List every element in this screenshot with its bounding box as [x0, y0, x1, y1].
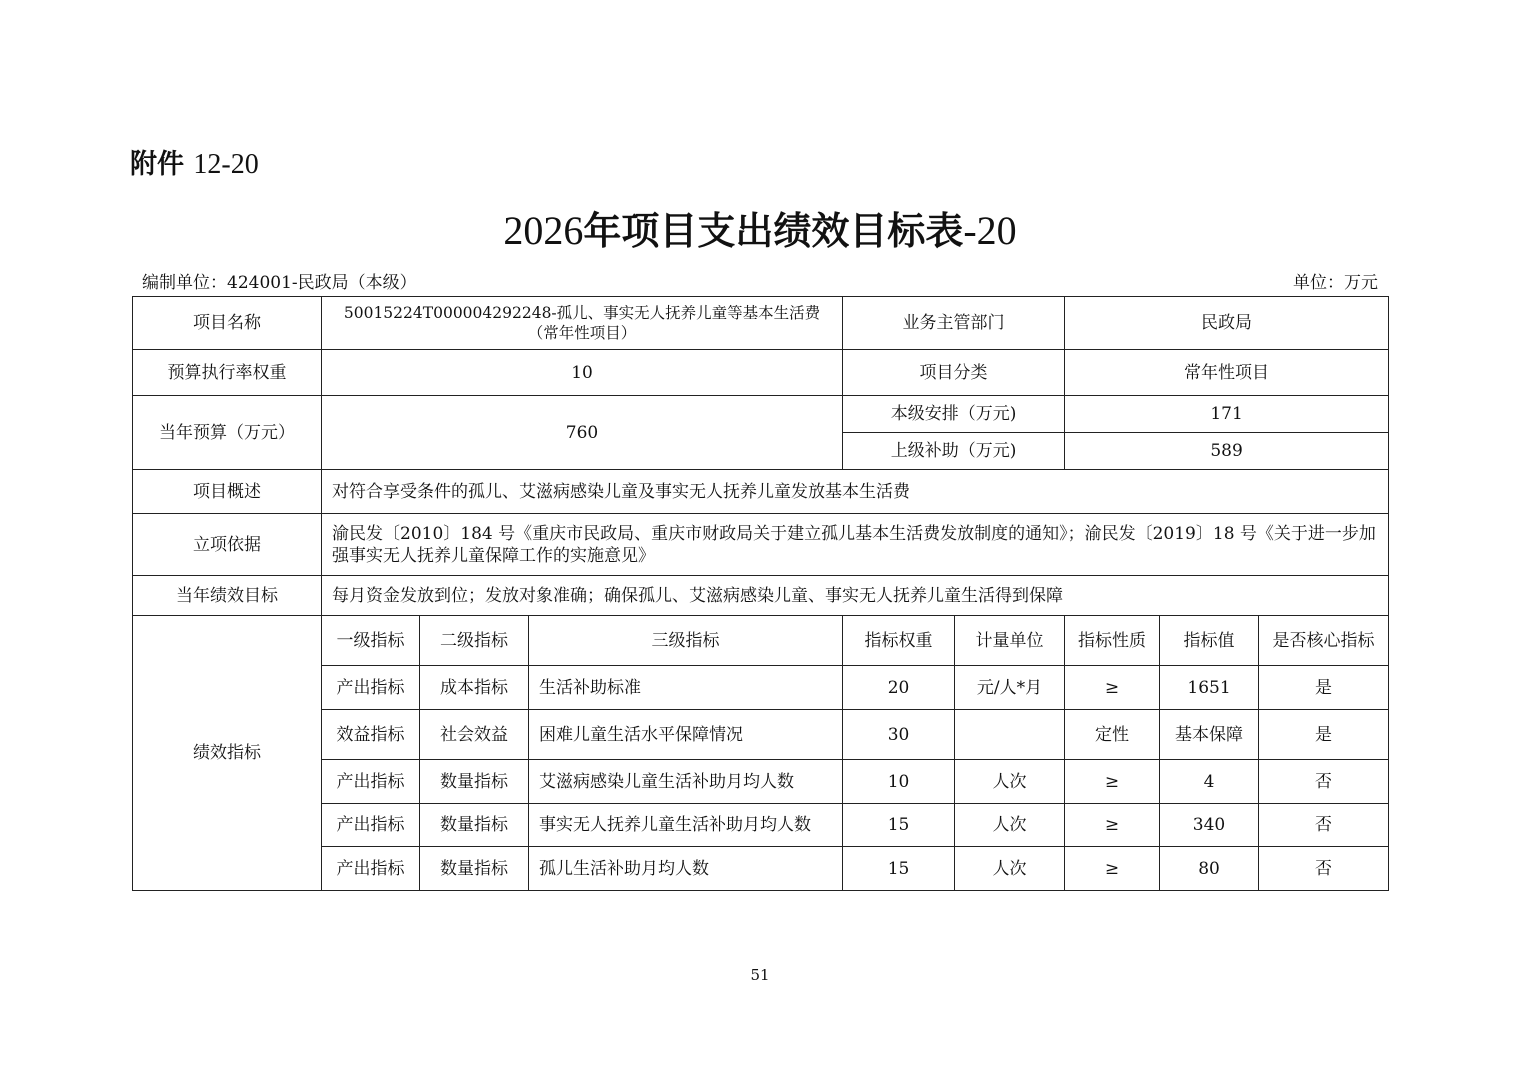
- row-nature: 定性: [1065, 710, 1160, 760]
- row-unit: 人次: [955, 847, 1065, 891]
- row-level1: 产出指标: [322, 760, 420, 804]
- goal-label: 当年绩效目标: [133, 576, 322, 616]
- row-level2: 数量指标: [420, 804, 529, 847]
- indicators-section-label: 绩效指标: [133, 616, 322, 891]
- budget-value: 760: [322, 396, 843, 470]
- row-core: 是: [1259, 710, 1389, 760]
- row-unit: 元/人*月: [955, 666, 1065, 710]
- header-core: 是否核心指标: [1259, 616, 1389, 666]
- row-weight: 10: [843, 760, 955, 804]
- row-value: 340: [1160, 804, 1259, 847]
- upper-value: 589: [1065, 433, 1389, 470]
- project-name-line2: （常年性项目）: [527, 324, 637, 342]
- row-level2: 社会效益: [420, 710, 529, 760]
- row-level3: 生活补助标准: [529, 666, 843, 710]
- compiling-unit: 编制单位：424001-民政局（本级）: [142, 273, 417, 293]
- own-value: 171: [1065, 396, 1389, 433]
- row-weight: 15: [843, 847, 955, 891]
- header-level3: 三级指标: [529, 616, 843, 666]
- row-level3: 孤儿生活补助月均人数: [529, 847, 843, 891]
- basis-value: 渝民发〔2010〕184 号《重庆市民政局、重庆市财政局关于建立孤儿基本生活费发放制度的通知》；渝民发〔2019〕18 号《关于进一步加强事实无人抚养儿童保障工作的实施意见》: [322, 514, 1389, 576]
- header-value: 指标值: [1160, 616, 1259, 666]
- row-level2: 数量指标: [420, 847, 529, 891]
- indicator-row: [133, 760, 1389, 804]
- basis-label: 立项依据: [133, 514, 322, 576]
- header-nature: 指标性质: [1065, 616, 1160, 666]
- page-number: 51: [750, 966, 770, 984]
- currency-unit: 单位：万元: [1293, 273, 1378, 293]
- row-weight: 20: [843, 666, 955, 710]
- row-core: 否: [1259, 847, 1389, 891]
- row-core: 是: [1259, 666, 1389, 710]
- weight-value: 10: [322, 350, 843, 396]
- project-name-value: [322, 297, 843, 350]
- dept-label: 业务主管部门: [843, 297, 1065, 350]
- header-weight: 指标权重: [843, 616, 955, 666]
- attachment-number: 12-20: [193, 149, 259, 180]
- row-nature: ≥: [1065, 666, 1160, 710]
- project-name-label: 项目名称: [133, 297, 322, 350]
- indicator-row: [133, 666, 1389, 710]
- page-title: [0, 200, 1520, 255]
- row-level1: 产出指标: [322, 804, 420, 847]
- row-unit: [955, 710, 1065, 760]
- row-level2: 数量指标: [420, 760, 529, 804]
- row-weight: 30: [843, 710, 955, 760]
- row-weight: 15: [843, 804, 955, 847]
- own-label: 本级安排（万元): [843, 396, 1065, 433]
- category-value: 常年性项目: [1065, 350, 1389, 396]
- project-name-line1: 50015224T000004292248-孤儿、事实无人抚养儿童等基本生活费: [343, 304, 821, 322]
- row-core: 否: [1259, 760, 1389, 804]
- title-suffix: -20: [963, 208, 1017, 253]
- attachment-label: [130, 142, 259, 181]
- overview-label: 项目概述: [133, 470, 322, 514]
- row-nature: ≥: [1065, 847, 1160, 891]
- attachment-text: 附件: [130, 149, 184, 180]
- row-value: 80: [1160, 847, 1259, 891]
- header-level1: 一级指标: [322, 616, 420, 666]
- category-label: 项目分类: [843, 350, 1065, 396]
- row-value: 基本保障: [1160, 710, 1259, 760]
- row-level3: 艾滋病感染儿童生活补助月均人数: [529, 760, 843, 804]
- title-year: 2026: [503, 208, 584, 253]
- row-level1: 产出指标: [322, 666, 420, 710]
- row-level3: 困难儿童生活水平保障情况: [529, 710, 843, 760]
- header-unit: 计量单位: [955, 616, 1065, 666]
- row-value: 4: [1160, 760, 1259, 804]
- row-core: 否: [1259, 804, 1389, 847]
- row-nature: ≥: [1065, 760, 1160, 804]
- row-unit: 人次: [955, 804, 1065, 847]
- goal-value: 每月资金发放到位；发放对象准确；确保孤儿、艾滋病感染儿童、事实无人抚养儿童生活得到保障: [322, 576, 1389, 616]
- header-level2: 二级指标: [420, 616, 529, 666]
- indicator-row: [133, 804, 1389, 847]
- row-unit: 人次: [955, 760, 1065, 804]
- row-level1: 产出指标: [322, 847, 420, 891]
- indicator-row: [133, 847, 1389, 891]
- budget-label: 当年预算（万元）: [133, 396, 322, 470]
- row-level3: 事实无人抚养儿童生活补助月均人数: [529, 804, 843, 847]
- title-text: 年项目支出绩效目标表: [583, 209, 964, 253]
- row-value: 1651: [1160, 666, 1259, 710]
- weight-label: 预算执行率权重: [133, 350, 322, 396]
- row-level2: 成本指标: [420, 666, 529, 710]
- overview-value: 对符合享受条件的孤儿、艾滋病感染儿童及事实无人抚养儿童发放基本生活费: [322, 470, 1389, 514]
- upper-label: 上级补助（万元): [843, 433, 1065, 470]
- row-level1: 效益指标: [322, 710, 420, 760]
- dept-value: 民政局: [1065, 297, 1389, 350]
- indicator-row: [133, 710, 1389, 760]
- performance-table: [132, 296, 1389, 891]
- row-nature: ≥: [1065, 804, 1160, 847]
